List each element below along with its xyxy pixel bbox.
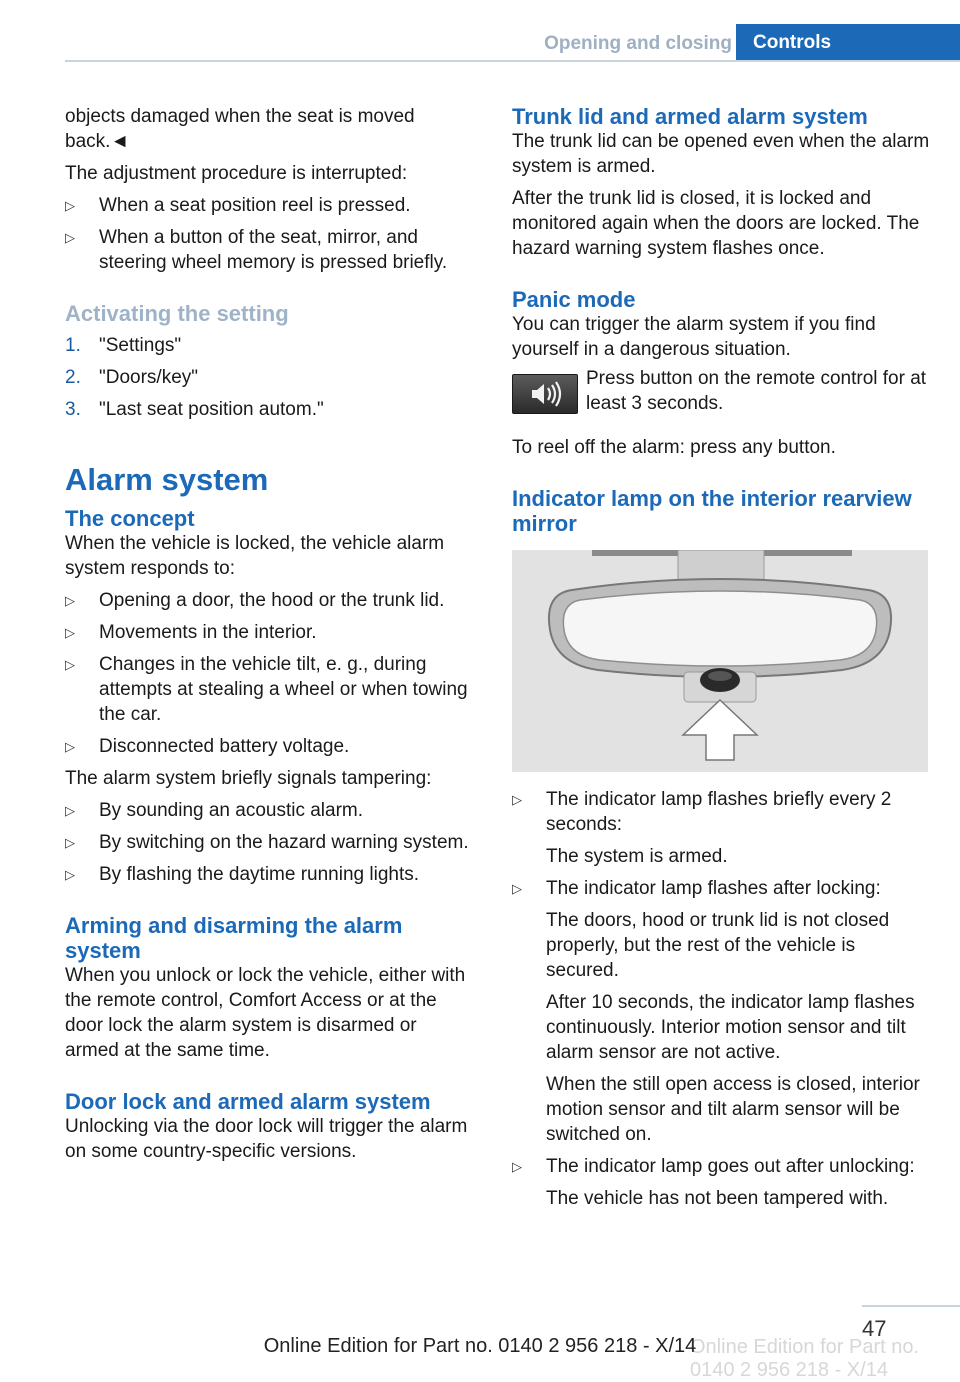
section-title: Alarm system	[65, 462, 269, 497]
header-chapter-tab: Controls	[736, 24, 960, 62]
speaker-alarm-icon	[512, 374, 578, 414]
list-sub-text: The system is armed.	[546, 846, 728, 867]
paragraph: When you unlock or lock the vehicle, either with the remote control, Comfort Access or at the door lock the alarm system is disarmed or armed at the same time.	[65, 965, 466, 1061]
triangle-bullet-icon: ▷	[65, 803, 75, 818]
list-item: ▷ By flashing the daytime running lights.	[65, 864, 420, 885]
list-item: ▷ Disconnected battery voltage.	[65, 736, 350, 757]
page-number: 47	[862, 1316, 887, 1341]
rearview-mirror-image	[512, 550, 928, 772]
list-sub-text: When the still open access is closed, interior motion sensor and tilt alarm sensor will be switched on.	[546, 1074, 920, 1145]
footer-rule	[862, 1305, 960, 1307]
triangle-bullet-icon: ▷	[65, 625, 75, 640]
footer-edition: Online Edition for Part no. 0140 2 956 218 - X/14	[263, 1335, 697, 1357]
triangle-bullet-icon: ▷	[65, 739, 75, 754]
list-item: 3. "Last seat position autom."	[65, 399, 324, 420]
paragraph: The trunk lid can be opened even when the alarm system is armed.	[512, 131, 930, 177]
header-rule	[65, 60, 960, 62]
heading: Arming and disarming the alarm system	[65, 913, 403, 963]
paragraph: Unlocking via the door lock will trigger the alarm on some country-specific versions.	[65, 1116, 468, 1162]
paragraph: When the vehicle is locked, the vehicle alarm system responds to:	[65, 533, 445, 579]
triangle-bullet-icon: ▷	[65, 835, 75, 850]
list-item: ▷ By switching on the hazard warning system.	[65, 832, 469, 853]
bullet-list	[512, 787, 930, 1211]
bullet-list	[65, 588, 475, 759]
list-item: ▷ The indicator lamp flashes after locking: The doors, hood or trunk lid is not closed properly, but the rest of the vehicle is secured. After 10 seconds, the indicator lamp flashes continuously. Interior motion sensor and tilt alarm sensor are not active. When the still open access is closed, interior motion sensor and tilt alarm sensor will be switched on.	[512, 876, 930, 1147]
subheading: Activating the setting	[65, 301, 289, 326]
list-item: ▷ By sounding an acoustic alarm.	[65, 800, 364, 821]
paragraph: The alarm system briefly signals tampering:	[65, 768, 432, 789]
heading: Door lock and armed alarm system	[65, 1089, 431, 1114]
triangle-bullet-icon: ▷	[512, 1159, 522, 1174]
triangle-bullet-icon: ▷	[65, 867, 75, 882]
list-item: ▷ Changes in the vehicle tilt, e. g., during attempts at stealing a wheel or when towing the car.	[65, 654, 468, 725]
heading: The concept	[65, 506, 195, 531]
bullet-list	[65, 193, 475, 275]
list-item: ▷ The indicator lamp goes out after unlocking: The vehicle has not been tampered with.	[512, 1154, 930, 1211]
triangle-bullet-icon: ▷	[65, 657, 75, 672]
list-item: ▷ When a button of the seat, mirror, and steering wheel memory is pressed briefly.	[65, 227, 448, 273]
triangle-bullet-icon: ▷	[65, 593, 75, 608]
watermark: Online Edition for Part no. 0140 2 956 218 - X/14	[690, 1336, 920, 1381]
paragraph: objects damaged when the seat is moved back.◄	[65, 106, 415, 152]
list-item: ▷ Opening a door, the hood or the trunk lid.	[65, 590, 445, 611]
right-column	[512, 104, 930, 1218]
list-item: 1. "Settings"	[65, 335, 182, 356]
bullet-list	[65, 798, 475, 887]
triangle-bullet-icon: ▷	[512, 792, 522, 807]
list-item: ▷ The indicator lamp flashes briefly every 2 seconds: The system is armed.	[512, 787, 930, 869]
list-item: 2. "Doors/key"	[65, 367, 199, 388]
heading: Trunk lid and armed alarm system	[512, 104, 868, 129]
numbered-list	[65, 333, 475, 422]
heading: Indicator lamp on the interior rearview mirror	[512, 486, 912, 536]
paragraph: The adjustment procedure is interrupted:	[65, 163, 408, 184]
list-item: ▷ Movements in the interior.	[65, 622, 317, 643]
list-item: ▷ When a seat position reel is pressed.	[65, 195, 411, 216]
paragraph: To reel off the alarm: press any button.	[512, 437, 836, 458]
header-section-title: Opening and closing	[544, 33, 732, 54]
button-instruction: Press button on the remote control for at least 3 seconds.	[586, 368, 927, 414]
list-sub-text: The doors, hood or trunk lid is not closed properly, but the rest of the vehicle is secured.	[546, 910, 890, 981]
heading: Panic mode	[512, 287, 636, 312]
triangle-bullet-icon: ▷	[65, 230, 75, 245]
triangle-bullet-icon: ▷	[65, 198, 75, 213]
left-column	[65, 104, 475, 1171]
list-sub-text: The vehicle has not been tampered with.	[546, 1188, 889, 1209]
triangle-bullet-icon: ▷	[512, 881, 522, 896]
paragraph: You can trigger the alarm system if you find yourself in a dangerous situation.	[512, 314, 876, 360]
remote-button-row	[512, 370, 930, 428]
paragraph: After the trunk lid is closed, it is locked and monitored again when the doors are locked. The hazard warning system flashes once.	[512, 188, 920, 259]
list-sub-text: After 10 seconds, the indicator lamp flashes continuously. Interior motion sensor and tilt alarm sensor are not active.	[546, 992, 915, 1063]
